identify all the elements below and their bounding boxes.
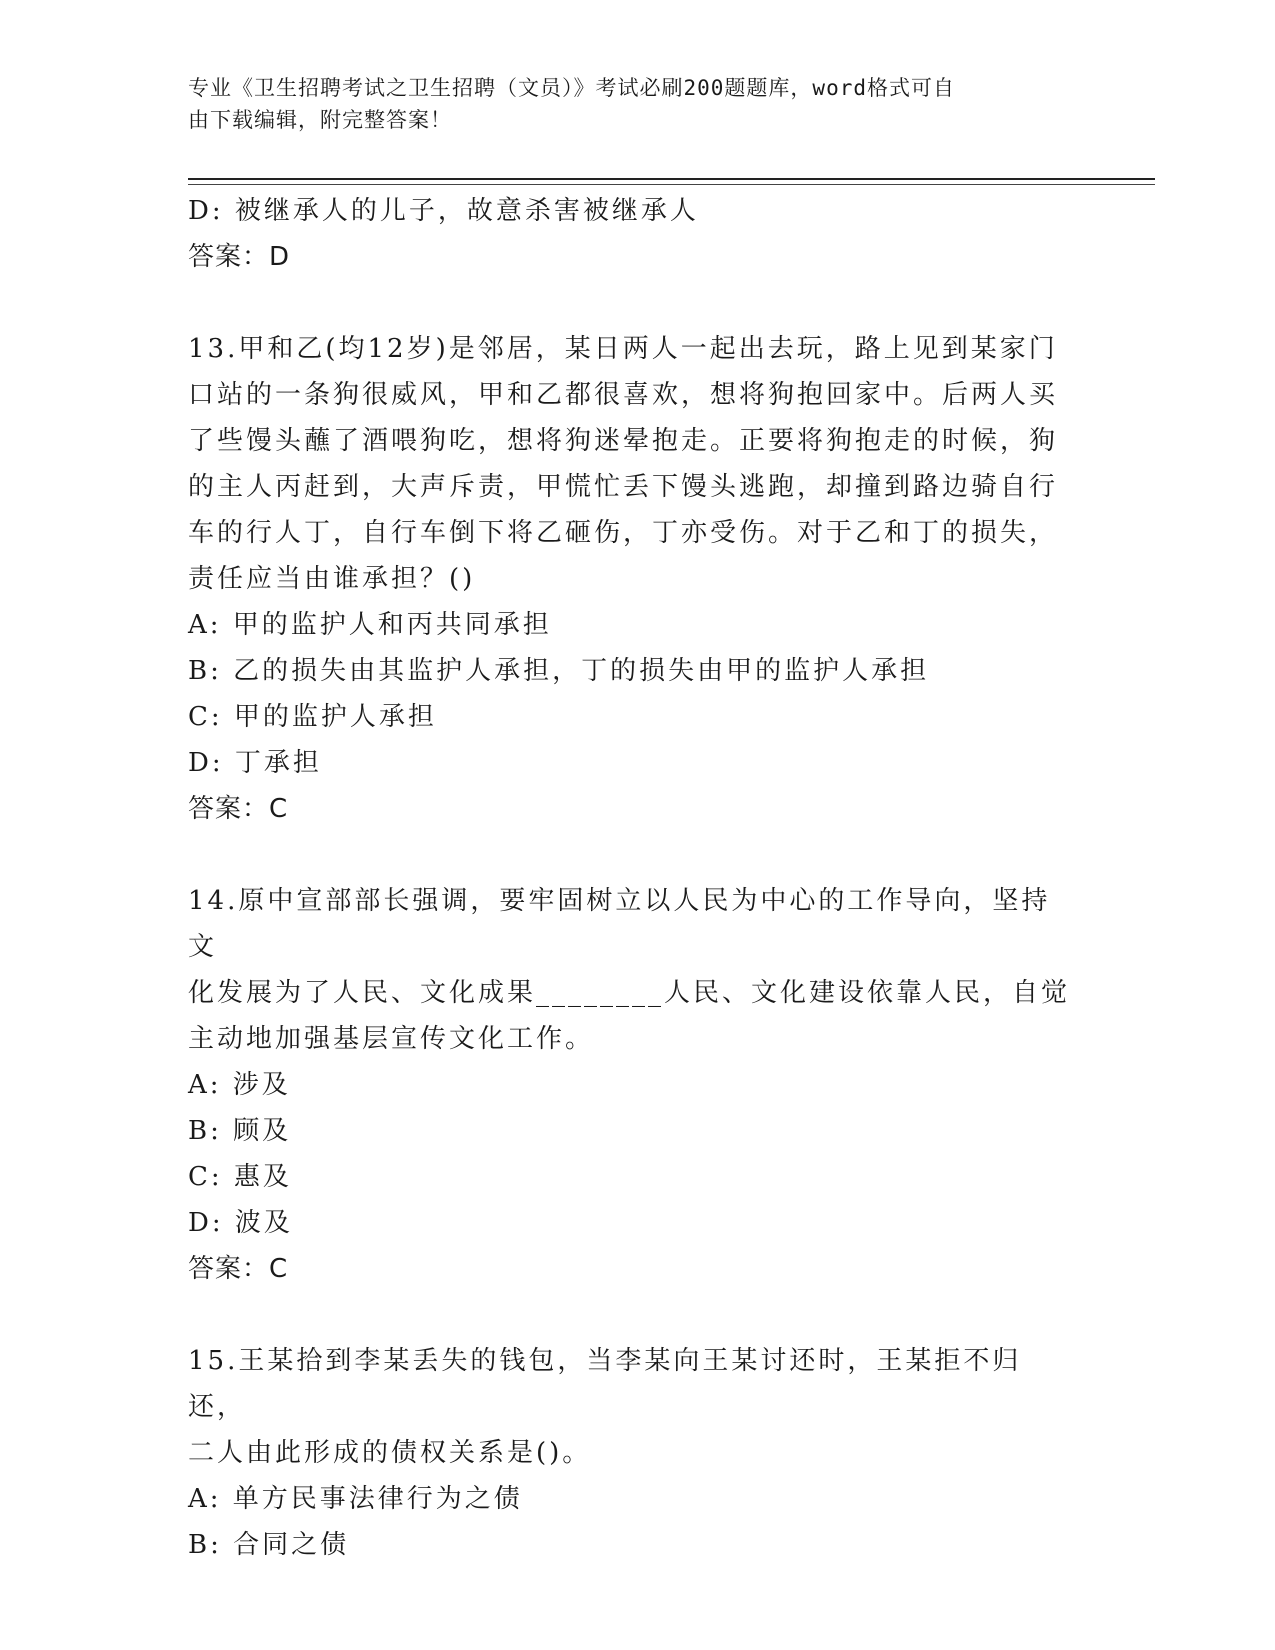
stem-line: 13.甲和乙(均12岁)是邻居，某日两人一起出去玩，路上见到某家门 <box>188 334 1058 364</box>
stem-line: 责任应当由谁承担？() <box>188 564 476 594</box>
question-14 <box>188 878 1078 1292</box>
stem-line: 口站的一条狗很威风，甲和乙都很喜欢，想将狗抱回家中。后两人买 <box>188 380 1059 410</box>
header-rule-thin <box>188 184 1155 185</box>
question-stem <box>188 878 1078 1062</box>
stem-line: 了些馒头蘸了酒喂狗吃，想将狗迷晕抱走。正要将狗抱走的时候，狗 <box>188 426 1059 456</box>
question-stem <box>188 1338 1078 1476</box>
stem-line: 14.原中宣部部长强调，要牢固树立以人民为中心的工作导向，坚持文 <box>188 886 1051 962</box>
question-12-tail <box>188 188 1078 280</box>
answer-line: 答案：C <box>188 1254 289 1284</box>
stem-line: 化发展为了人民、文化成果________人民、文化建设依靠人民，自觉 <box>188 978 1071 1008</box>
document-header <box>188 72 1068 136</box>
header-rule-thick <box>188 178 1155 180</box>
document-body <box>188 188 1078 1568</box>
question-15 <box>188 1338 1078 1568</box>
header-line-2: 由下载编辑，附完整答案！ <box>188 108 452 132</box>
question-13 <box>188 326 1078 832</box>
stem-line: 二人由此形成的债权关系是()。 <box>188 1438 592 1468</box>
answer-line: 答案：D <box>188 242 291 272</box>
header-line-1: 专业《卫生招聘考试之卫生招聘（文员）》考试必刷200题题库，word格式可自 <box>188 76 955 100</box>
option-b: B: 顾及 <box>188 1116 292 1146</box>
option-a: A: 涉及 <box>188 1070 291 1100</box>
option-a: A: 单方民事法律行为之债 <box>188 1484 523 1514</box>
option-b: B: 乙的损失由其监护人承担，丁的损失由甲的监护人承担 <box>188 656 930 686</box>
stem-line: 15.王某拾到李某丢失的钱包，当李某向王某讨还时，王某拒不归还， <box>188 1346 1022 1422</box>
question-stem <box>188 326 1078 602</box>
option-d: D: 被继承人的儿子，故意杀害被继承人 <box>188 196 699 226</box>
option-a: A: 甲的监护人和丙共同承担 <box>188 610 552 640</box>
option-c: C: 惠及 <box>188 1162 292 1192</box>
option-c: C: 甲的监护人承担 <box>188 702 437 732</box>
answer-line: 答案：C <box>188 794 289 824</box>
option-d: D: 波及 <box>188 1208 293 1238</box>
stem-line: 主动地加强基层宣传文化工作。 <box>188 1024 595 1054</box>
option-d: D: 丁承担 <box>188 748 322 778</box>
option-b: B: 合同之债 <box>188 1530 350 1560</box>
stem-line: 车的行人丁，自行车倒下将乙砸伤，丁亦受伤。对于乙和丁的损失， <box>188 518 1059 548</box>
stem-line: 的主人丙赶到，大声斥责，甲慌忙丢下馒头逃跑，却撞到路边骑自行 <box>188 472 1059 502</box>
